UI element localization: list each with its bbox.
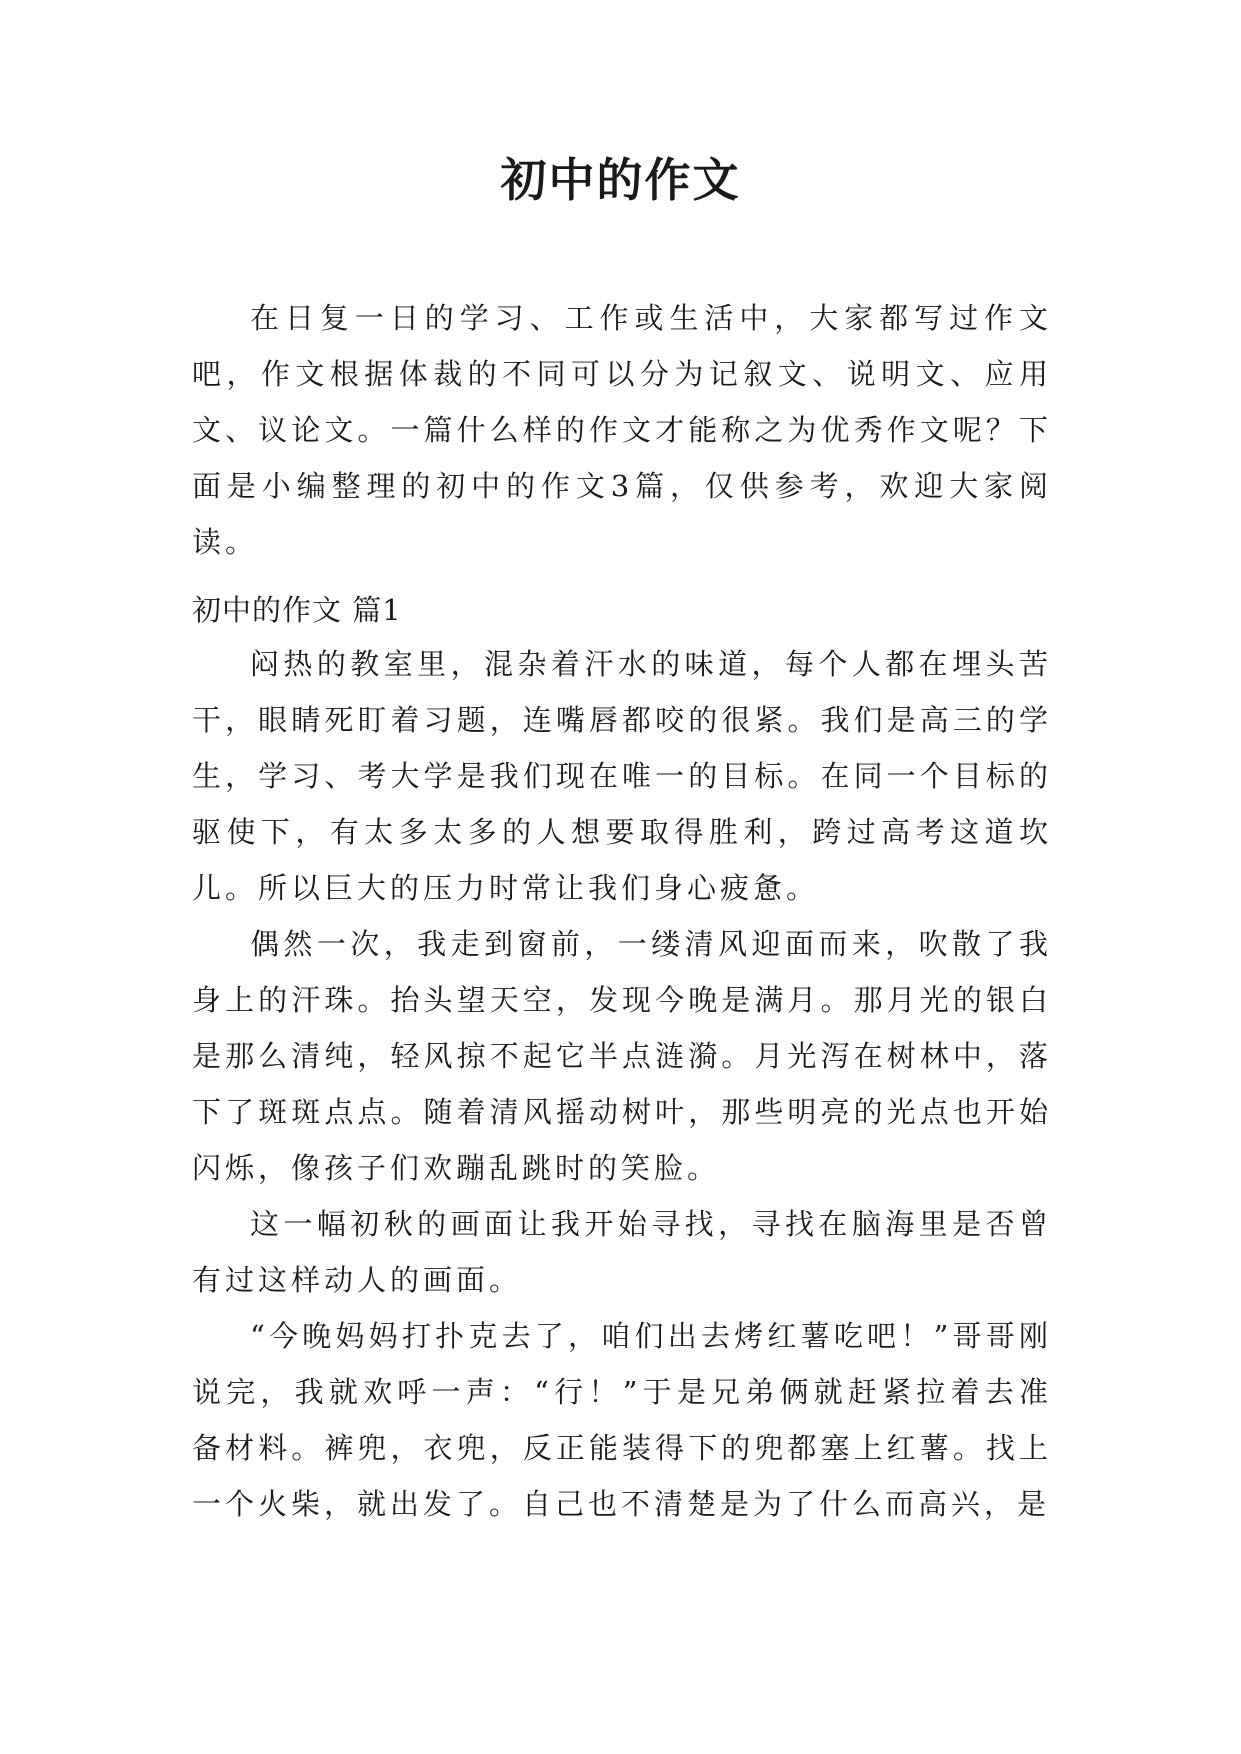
document-title: 初中的作文 bbox=[500, 153, 741, 207]
intro-text: 在日复一日的学习、工作或生活中，大家都写过作文吧，作文根据体裁的不同可以分为记叙文、说明文、应用文、议论文。一篇什么样的作文才能称之为优秀作文呢？下面是小编整理的初中的作文3篇，仅供参考，欢迎大家阅读。 bbox=[192, 301, 1052, 559]
section-heading: 初中的作文 篇1 bbox=[192, 593, 402, 627]
article-paragraph-1: 闷热的教室里，混杂着汗水的味道，每个人都在埋头苦干，眼睛死盯着习题，连嘴唇都咬的很紧。我们是高三的学生，学习、考大学是我们现在唯一的目标。在同一个目标的驱使下，有太多太多的人想要取得胜利，跨过高考这道坎儿。所以巨大的压力时常让我们身心疲惫。 bbox=[192, 647, 1052, 905]
article-paragraph-3: 这一幅初秋的画面让我开始寻找，寻找在脑海里是否曾有过这样动人的画面。 bbox=[192, 1207, 1052, 1297]
article-paragraph-4: “今晚妈妈打扑克去了，咱们出去烤红薯吃吧！”哥哥刚说完，我就欢呼一声：“行！”于是兄弟俩就赶紧拉着去准备材料。裤兜，衣兜，反正能装得下的兜都塞上红薯。找上一个火柴，就出发了。自己也不清楚是为了什么而高兴，是 bbox=[192, 1319, 1052, 1521]
article-body bbox=[192, 636, 1052, 1532]
intro-paragraph bbox=[192, 290, 1052, 570]
article-paragraph-2: 偶然一次，我走到窗前，一缕清风迎面而来，吹散了我身上的汗珠。抬头望天空，发现今晚是满月。那月光的银白是那么清纯，轻风掠不起它半点涟漪。月光泻在树林中，落下了斑斑点点。随着清风摇动树叶，那些明亮的光点也开始闪烁，像孩子们欢蹦乱跳时的笑脸。 bbox=[192, 927, 1052, 1185]
